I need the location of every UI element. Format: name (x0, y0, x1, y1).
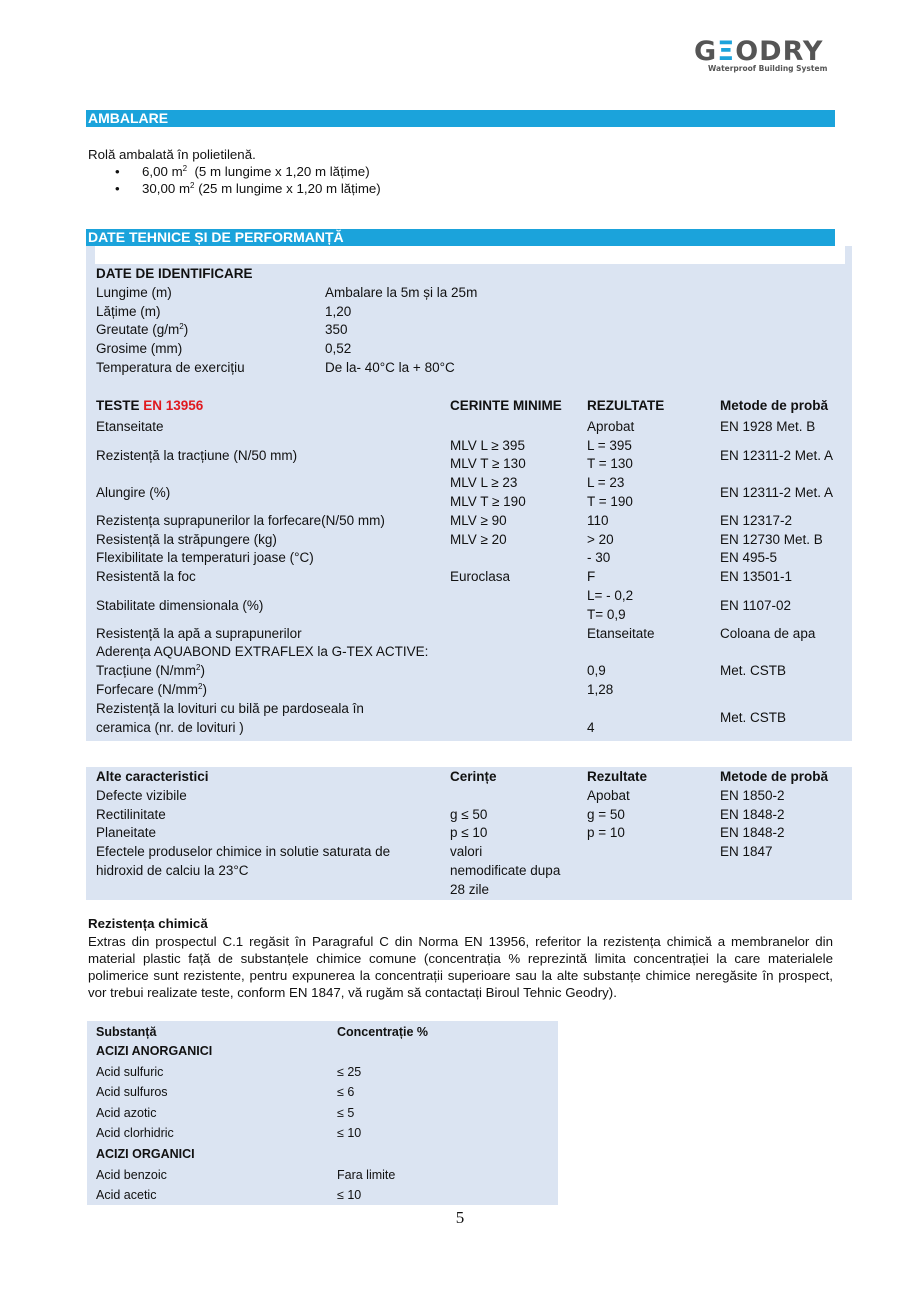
table-row: Lungime (m) Ambalare la 5m și la 25m (96, 284, 478, 300)
table-row: Acid sulfuric ≤ 25 (96, 1064, 362, 1079)
chemical-header-row: Substanță Concentrație % (96, 1025, 428, 1039)
identification-table (96, 265, 478, 378)
table-row: Grosime (mm) 0,52 (96, 341, 352, 357)
section-heading-tech: DATE TEHNICE ȘI DE PERFORMANȚĂ (86, 229, 835, 246)
table-row: Lățime (m) 1,20 (96, 303, 352, 319)
page-number: 5 (455, 1208, 465, 1227)
identification-title: DATE DE IDENTIFICARE (96, 266, 253, 281)
table-row: Acid acetic ≤ 10 (96, 1188, 362, 1203)
panel-gap (95, 246, 845, 264)
list-item: • 30,00 $m^2$ (25 m lungime x 1,20 m lățime) (115, 180, 381, 197)
logo-wordmark: GΞODRY (694, 36, 824, 67)
ambalare-intro: Rolă ambalată în polietilenă. (88, 147, 256, 162)
section-heading-ambalare: AMBALARE (86, 110, 835, 127)
chemical-table (96, 1023, 428, 1206)
geodry-logo (694, 38, 854, 78)
list-item: • 6,00 $m^2$ (5 m lungime x 1,20 m lățime) (115, 163, 381, 180)
table-row: ACIZI ORGANICI (96, 1146, 195, 1161)
logo-tagline: Waterproof Building System (708, 64, 828, 73)
table-row: Acid clorhidric ≤ 10 (96, 1126, 362, 1141)
table-row: Acid benzoic Fara limite (96, 1167, 396, 1182)
table-row: Temperatura de exercițiu De la- 40°C la + 80°C (96, 359, 455, 375)
table-row: Acid azotic ≤ 5 (96, 1105, 355, 1120)
table-row: Greutate $(g/m^2)$ 350 (96, 322, 348, 338)
chemical-heading: Rezistența chimică (88, 916, 208, 931)
table-row: ACIZI ANORGANICI (96, 1044, 213, 1058)
table-row: Acid sulfuros ≤ 6 (96, 1085, 355, 1100)
ambalare-list (115, 163, 381, 197)
chemical-paragraph: Extras din prospectul C.1 regăsit în Paragraful C din Norma EN 13956, referitor la rezistența chimică a membranelor din material plastic față de substanțele chimice comune (concentrația % reprezintă limita concentrației la care materialele polimerice sunt rezistente, pentru expunerea la concentrații superioare sau la alte substanțe chimice neregăsite în prospect, vor trebui realizate teste, conform EN 1847, vă rugăm să contactați Biroul Tehnic Geodry). (88, 934, 833, 1000)
